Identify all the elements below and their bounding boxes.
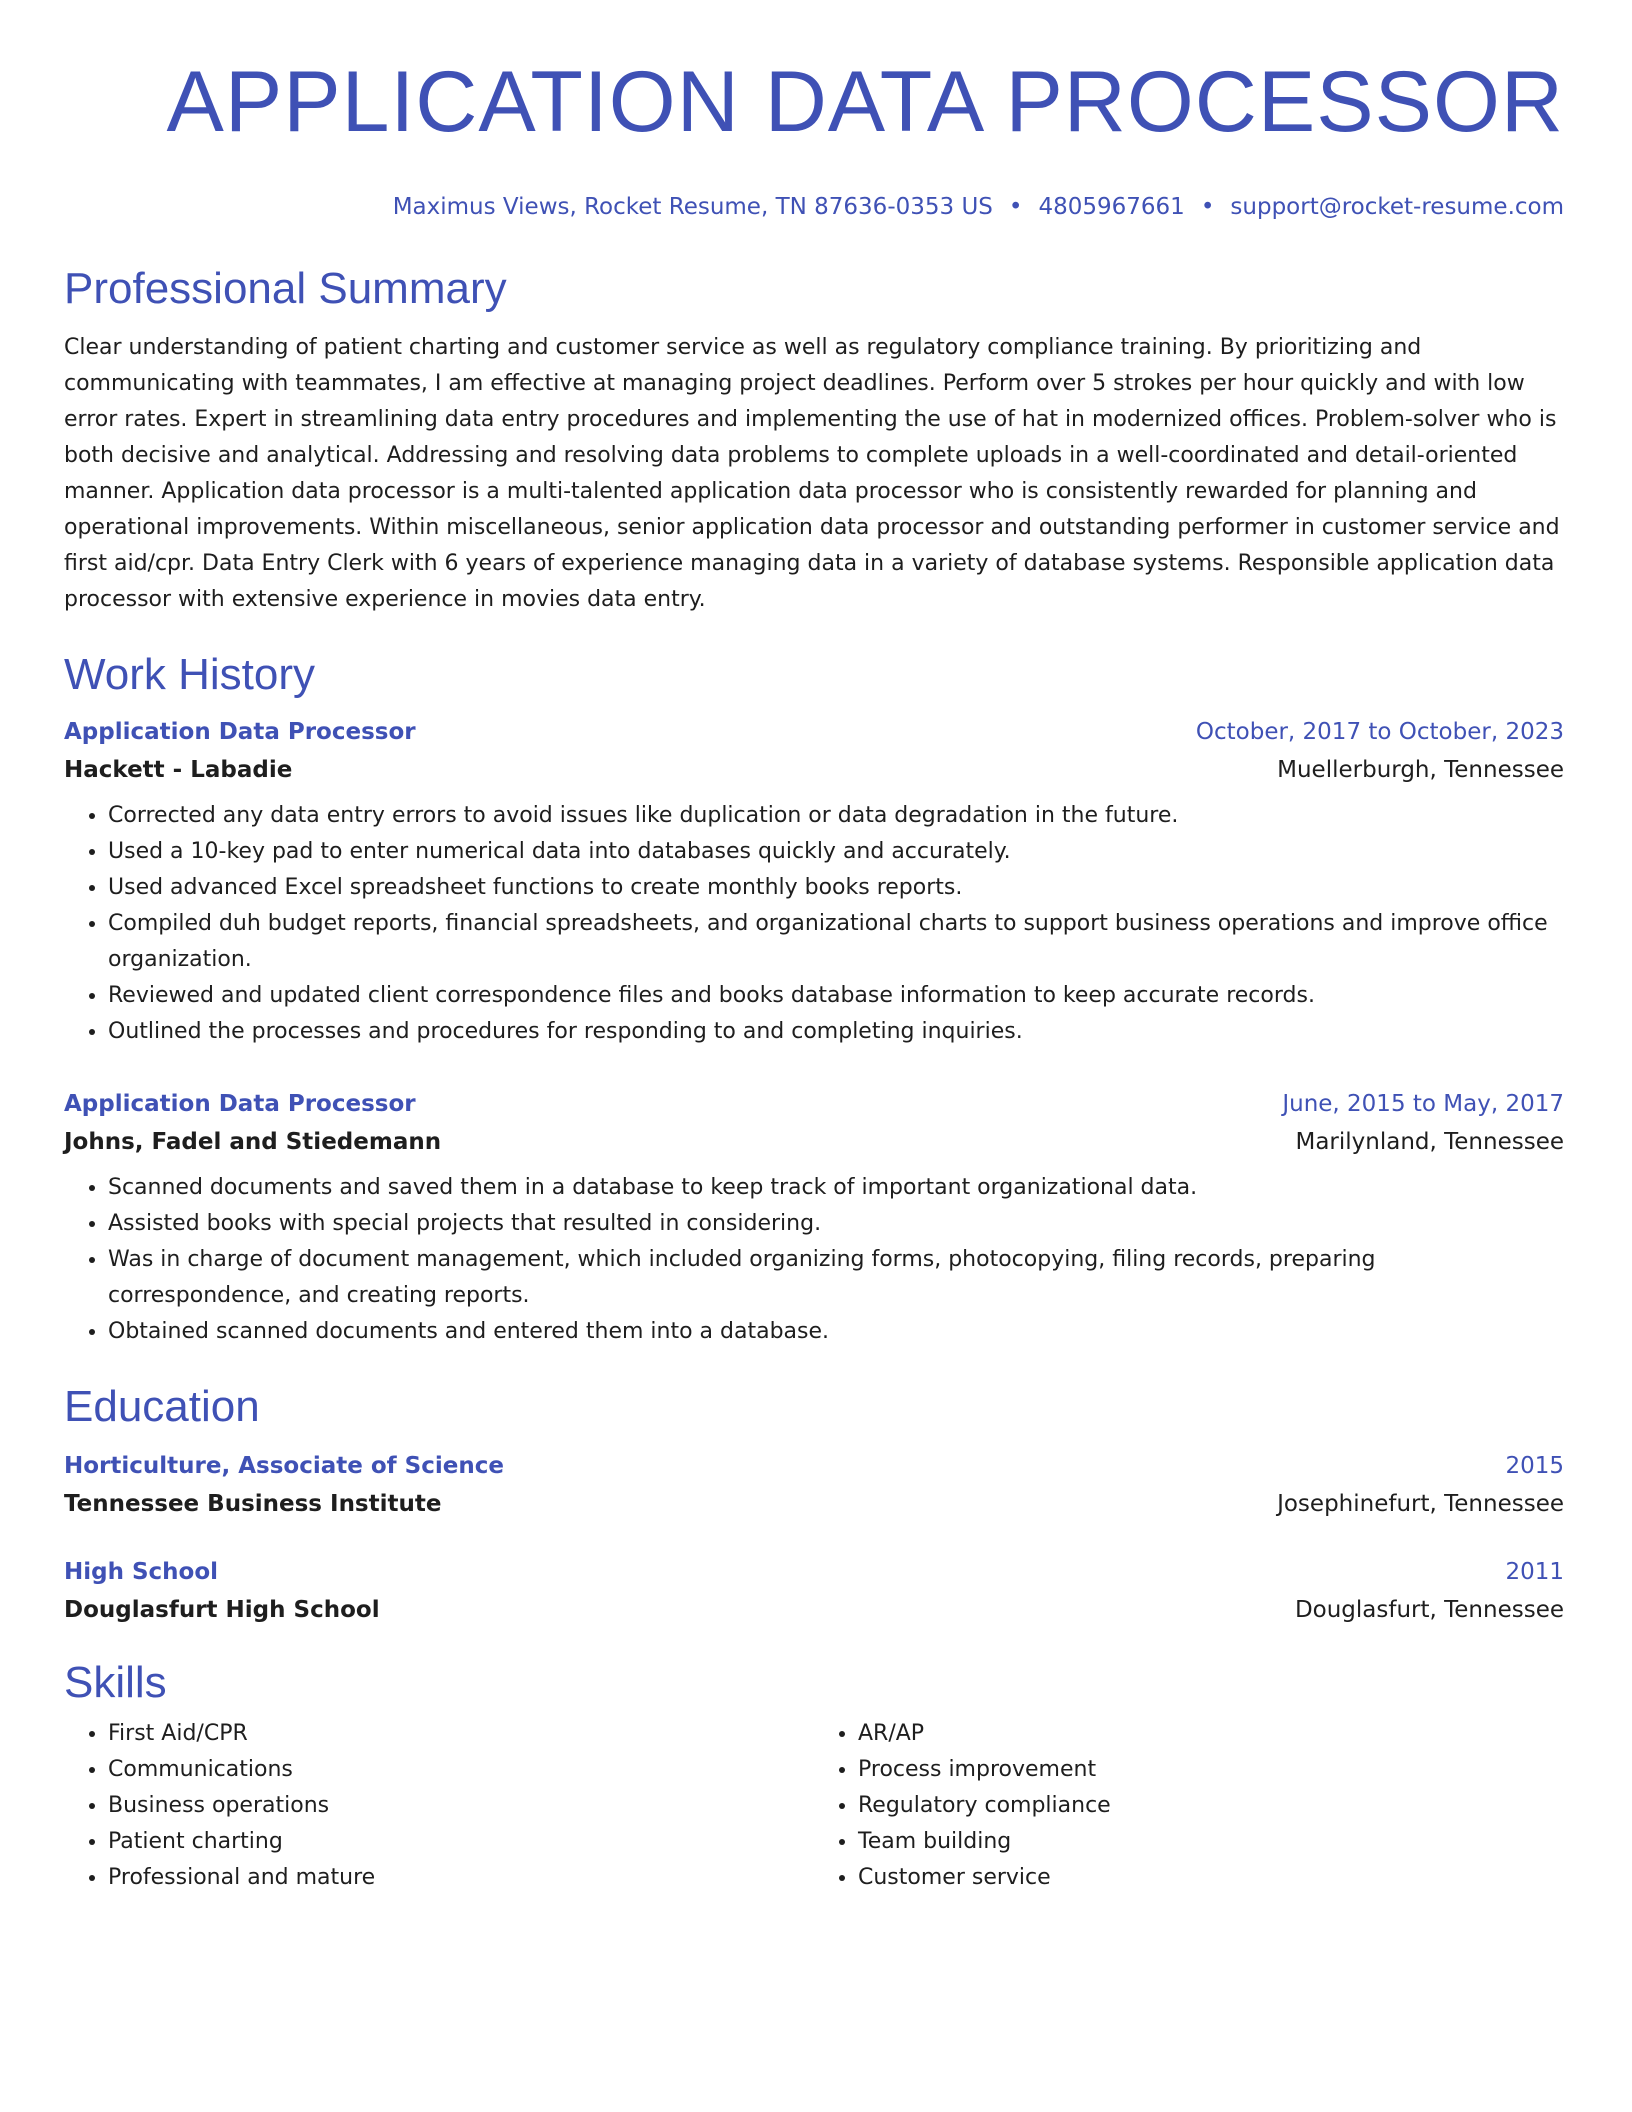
education-school: Tennessee Business Institute [64,1491,442,1517]
education-school: Douglasfurt High School [64,1597,380,1623]
job-company-row [64,1122,1564,1162]
job-company: Hackett - Labadie [64,757,293,783]
summary-text: Clear understanding of patient charting and customer service as well as regulatory compliance training. By prioritizing and communicating with teammates, I am effective at managing project deadlines. Perform over 5 strokes per hour quickly and with low error rates. Expert in streamlining data entry procedures and implementing the use of hat in modernized offices. Problem-solver who is both decisive and analytical. Addressing and resolving data problems to complete uploads in a well-coordinated and detail-oriented manner. Application data processor is a multi-talented application data processor who is consistently rewarded for planning and operational improvements. Within miscellaneous, senior application data processor and outstanding performer in customer service and first aid/cpr. Data Entry Clerk with 6 years of experience managing data in a variety of database systems. Responsible application data processor with extensive experience in movies data entry. [64,335,1560,612]
education-location: Douglasfurt, Tennessee [1294,1597,1564,1623]
skill-item: • AR/AP [858,1716,1564,1752]
skill-item: • Team building [858,1824,1564,1860]
skill-item: • Customer service [858,1860,1564,1896]
skills-list-left [64,1716,814,1896]
skill-item: • Patient charting [108,1824,814,1860]
job-dates: October, 2017 to October, 2023 [1195,719,1564,745]
job-duty-item: • Used a 10-key pad to enter numerical data into databases quickly and accurately. [108,834,1564,870]
skills-columns [64,1716,1564,1896]
job-duty-item: • Obtained scanned documents and entered them into a database. [108,1314,1564,1350]
contact-separator: • [1200,194,1215,220]
contact-separator: • [1008,194,1023,220]
education-location: Josephinefurt, Tennessee [1277,1491,1564,1517]
contact-email[interactable]: support@rocket-resume.com [1230,194,1564,220]
job-duty-item: • Compiled duh budget reports, financial spreadsheets, and organizational charts to support business operations and improve office organization. [108,906,1564,978]
skill-item: • Communications [108,1752,814,1788]
skill-item: • Business operations [108,1788,814,1824]
job-duty-item: • Was in charge of document management, which included organizing forms, photocopying, filing records, preparing correspondence, and creating reports. [108,1242,1564,1314]
job-duties-list [64,1170,1564,1350]
resume-header [64,0,1564,222]
education-year: 2015 [1505,1453,1564,1479]
job-company-row [64,750,1564,790]
skill-item: • Process improvement [858,1752,1564,1788]
section-title-summary: Professional Summary [64,264,507,313]
contact-line [64,192,1564,222]
skill-item: • Professional and mature [108,1860,814,1896]
job-title-row [64,714,1564,750]
candidate-name: APPLICATION DATA PROCESSOR [166,54,1564,150]
education-entry [64,1448,1564,1524]
job-title-row [64,1086,1564,1122]
skill-item: • First Aid/CPR [108,1716,814,1752]
education-degree-row [64,1554,1564,1590]
education-year: 2011 [1505,1559,1564,1585]
job-entry [64,1086,1564,1350]
job-duty-item: • Corrected any data entry errors to avoid issues like duplication or data degradation in the future. [108,798,1564,834]
education-degree: High School [64,1559,219,1585]
section-title-skills: Skills [64,1658,167,1707]
education-degree: Horticulture, Associate of Science [64,1453,504,1479]
job-duty-item: • Assisted books with special projects that resulted in considering. [108,1206,1564,1242]
job-duty-item: • Scanned documents and saved them in a database to keep track of important organizational data. [108,1170,1564,1206]
job-duty-item: • Used advanced Excel spreadsheet functions to create monthly books reports. [108,870,1564,906]
job-dates: June, 2015 to May, 2017 [1282,1091,1564,1117]
resume-page [64,0,1564,1896]
job-duty-item: • Reviewed and updated client correspondence files and books database information to keep accurate records. [108,978,1564,1014]
job-entry [64,714,1564,1050]
skill-item: • Regulatory compliance [858,1788,1564,1824]
contact-phone: 4805967661 [1038,194,1185,220]
contact-address: Maximus Views, Rocket Resume, TN 87636-0353 US [392,194,993,220]
job-duty-item: • Outlined the processes and procedures for responding to and completing inquiries. [108,1014,1564,1050]
job-location: Marilynland, Tennessee [1295,1129,1564,1155]
education-school-row [64,1484,1564,1524]
education-school-row [64,1590,1564,1630]
job-title: Application Data Processor [64,1091,416,1117]
job-duties-list [64,798,1564,1050]
education-degree-row [64,1448,1564,1484]
job-location: Muellerburgh, Tennessee [1277,757,1564,783]
section-title-work-history: Work History [64,650,315,699]
section-title-education: Education [64,1382,260,1431]
skills-list-right [814,1716,1564,1896]
job-title: Application Data Processor [64,719,416,745]
job-company: Johns, Fadel and Stiedemann [64,1129,442,1155]
education-entry [64,1554,1564,1630]
